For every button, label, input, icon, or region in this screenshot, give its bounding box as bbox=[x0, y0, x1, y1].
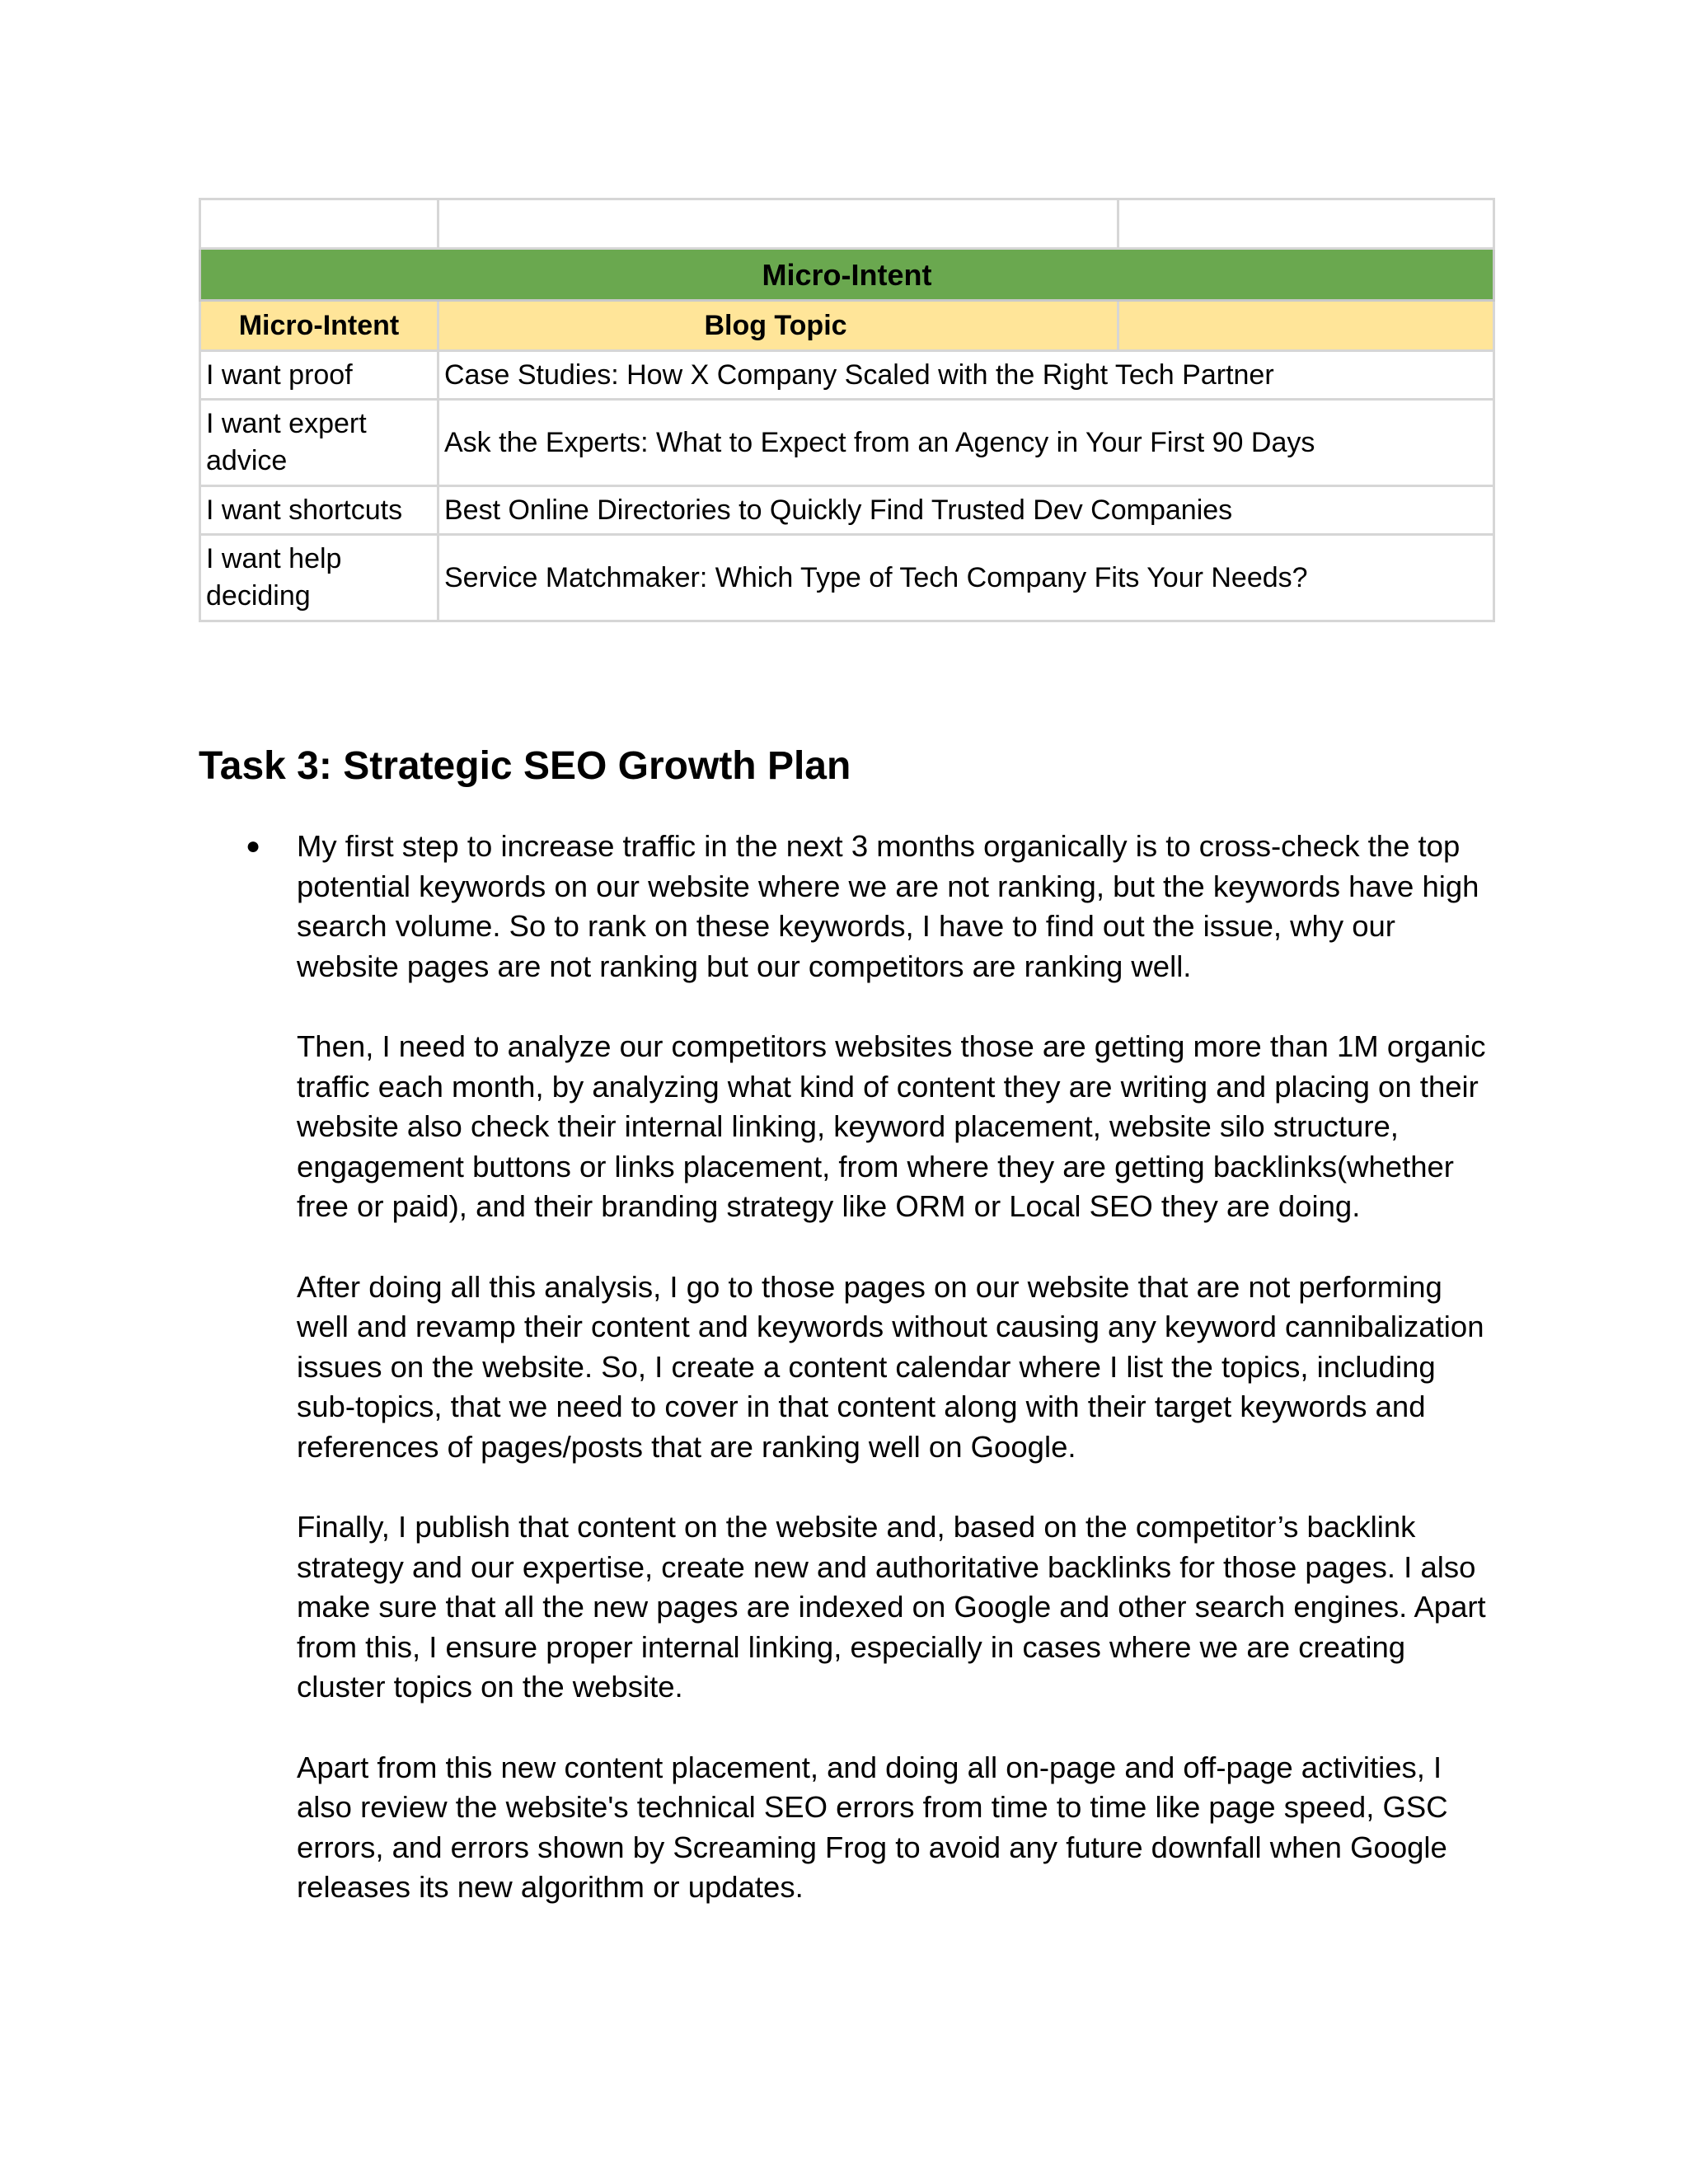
table-title: Micro-Intent bbox=[200, 249, 1494, 301]
column-header-blog-topic-label: Blog Topic bbox=[704, 309, 847, 341]
topic-cell: Service Matchmaker: Which Type of Tech Company Fits Your Needs? bbox=[438, 535, 1494, 621]
topic-cell: Case Studies: How X Company Scaled with the Right Tech Partner bbox=[438, 351, 1494, 400]
micro-intent-table bbox=[199, 198, 1495, 622]
table-cell bbox=[200, 199, 438, 249]
paragraph: Finally, I publish that content on the website and, based on the competitor’s backlink strategy and our expertise, create new and authoritative backlinks for those pages. I also make sure that all the new pages are indexed on Google and other search engines. Apart from this, I ensure proper internal linking, especially in cases where we are creating cluster topics on the website. bbox=[297, 1510, 1486, 1704]
table-row bbox=[200, 400, 1494, 486]
column-header-empty bbox=[1118, 301, 1494, 351]
paragraph: My first step to increase traffic in the next 3 months organically is to cross-check the top potential keywords on our website where we are not ranking, but the keywords have high search volume. So to rank on these keywords, I have to find out the issue, why our website pages are not ranking but our competitors are ranking well. bbox=[297, 829, 1479, 983]
paragraph: After doing all this analysis, I go to those pages on our website that are not performing well and revamp their content and keywords without causing any keyword cannibalization issues on the website. So, I create a content calendar where I list the topics, including sub-topics, that we need to cover in that content along with their target keywords and references of pages/posts that are ranking well on Google. bbox=[297, 1269, 1484, 1464]
intent-cell: I want proof bbox=[200, 351, 438, 400]
column-header-micro-intent: Micro-Intent bbox=[200, 301, 438, 351]
bullet-icon: ● bbox=[246, 832, 261, 860]
column-header-blog-topic bbox=[438, 301, 1118, 351]
intent-cell: I want expert advice bbox=[200, 400, 438, 486]
section-heading: Task 3: Strategic SEO Growth Plan bbox=[199, 744, 851, 788]
table-row bbox=[200, 535, 1494, 621]
paragraph: Apart from this new content placement, and doing all on-page and off-page activities, I also review the website's technical SEO errors from time to time like page speed, GSC errors, and errors shown by Screaming Frog to avoid any future downfall when Google releases its new algorithm or updates. bbox=[297, 1750, 1448, 1905]
topic-cell: Best Online Directories to Quickly Find Trusted Dev Companies bbox=[438, 486, 1494, 535]
table-cell bbox=[438, 199, 1118, 249]
table-empty-row bbox=[200, 199, 1494, 249]
table-title-row bbox=[200, 249, 1494, 301]
topic-cell: Ask the Experts: What to Expect from an Agency in Your First 90 Days bbox=[438, 400, 1494, 486]
table-header-row bbox=[200, 301, 1494, 351]
paragraph: Then, I need to analyze our competitors websites those are getting more than 1M organic traffic each month, by analyzing what kind of content they are writing and placing on their website also check their internal linking, keyword placement, website silo structure, engagement buttons or links placement, from where they are getting backlinks(whether free or paid), and their branding strategy like ORM or Local SEO they are doing. bbox=[297, 1029, 1486, 1224]
intent-cell: I want help deciding bbox=[200, 535, 438, 621]
intent-cell: I want shortcuts bbox=[200, 486, 438, 535]
table-cell bbox=[1118, 199, 1494, 249]
bullet-body bbox=[297, 827, 1500, 1908]
table-row bbox=[200, 486, 1494, 535]
table-row bbox=[200, 351, 1494, 400]
